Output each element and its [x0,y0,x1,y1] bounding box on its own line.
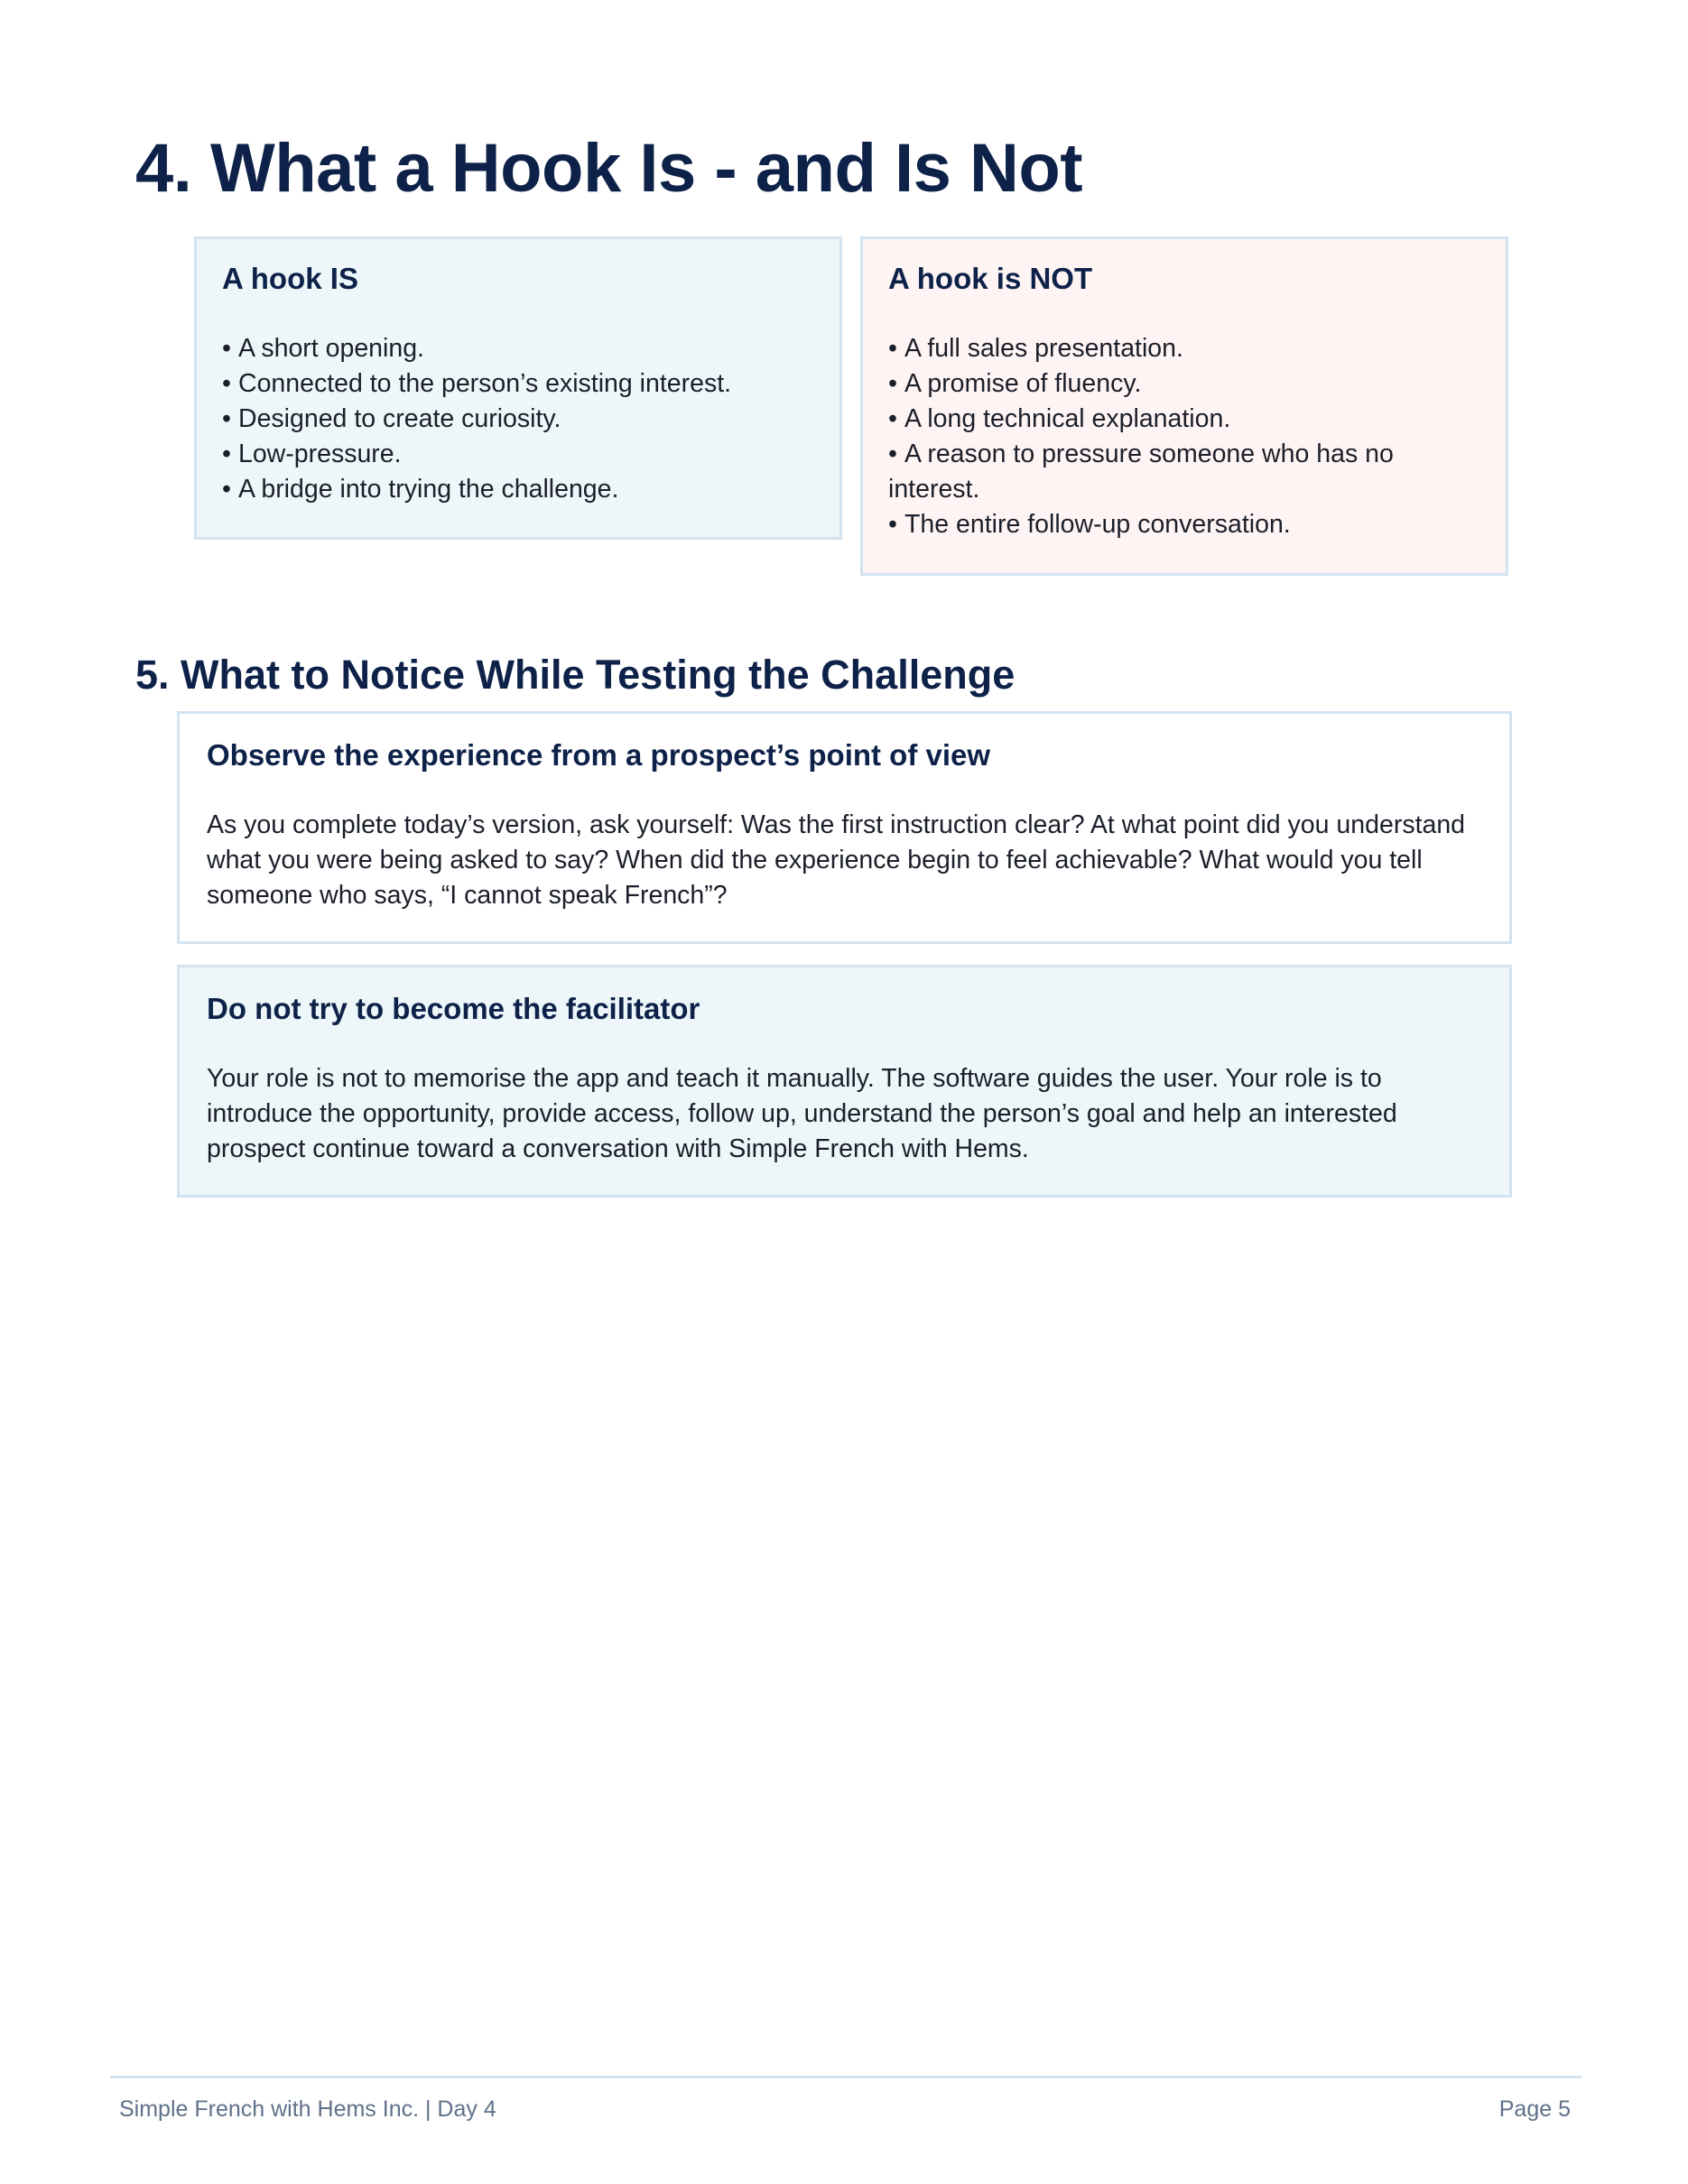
list-item: • A short opening. [222,333,424,363]
hook-is-not-list [888,331,1480,542]
facilitator-text: Your role is not to memorise the app and teach it manually. The software guides the user. Your role is to introduce the opportunity, provide access, follow up, understand the person’s goal and help an interested prospect continue toward a conversation with Simple French with Hems. [207,1063,1397,1163]
facilitator-title: Do not try to become the facilitator [207,992,700,1025]
list-item: • Designed to create curiosity. [222,403,561,433]
hook-is-not-title: A hook is NOT [888,262,1093,295]
observe-text: As you complete today’s version, ask yourself: Was the first instruction clear? At what point did you understand what you were being asked to say? When did the experience begin to feel achievable? What would you tell someone who says, “I cannot speak French”? [207,810,1466,910]
list-item: • A full sales presentation. [888,333,1183,363]
list-item: • Low-pressure. [222,439,402,468]
list-item: • A bridge into trying the challenge. [222,474,619,504]
hook-is-box [194,236,842,540]
list-item: • A promise of fluency. [888,368,1142,398]
footer-company-day: Simple French with Hems Inc. | Day 4 [119,2096,496,2122]
list-item: • Connected to the person’s existing interest. [222,368,732,398]
list-item: • A long technical explanation. [888,403,1231,433]
list-item: • The entire follow-up conversation. [888,509,1291,539]
footer-page-number: Page 5 [1498,2096,1571,2122]
list-item: • A reason to pressure someone who has no interest. [888,439,1394,504]
facilitator-box [177,965,1512,1198]
observe-box [177,711,1512,944]
section-5-heading: 5. What to Notice While Testing the Challenge [135,652,1016,698]
hook-is-list [222,331,814,507]
observe-title: Observe the experience from a prospect’s point of view [207,738,991,772]
section-4-heading: 4. What a Hook Is - and Is Not [135,130,1083,207]
hook-is-not-box [860,236,1508,576]
hook-is-title: A hook IS [222,262,358,295]
footer-divider [110,2076,1581,2078]
